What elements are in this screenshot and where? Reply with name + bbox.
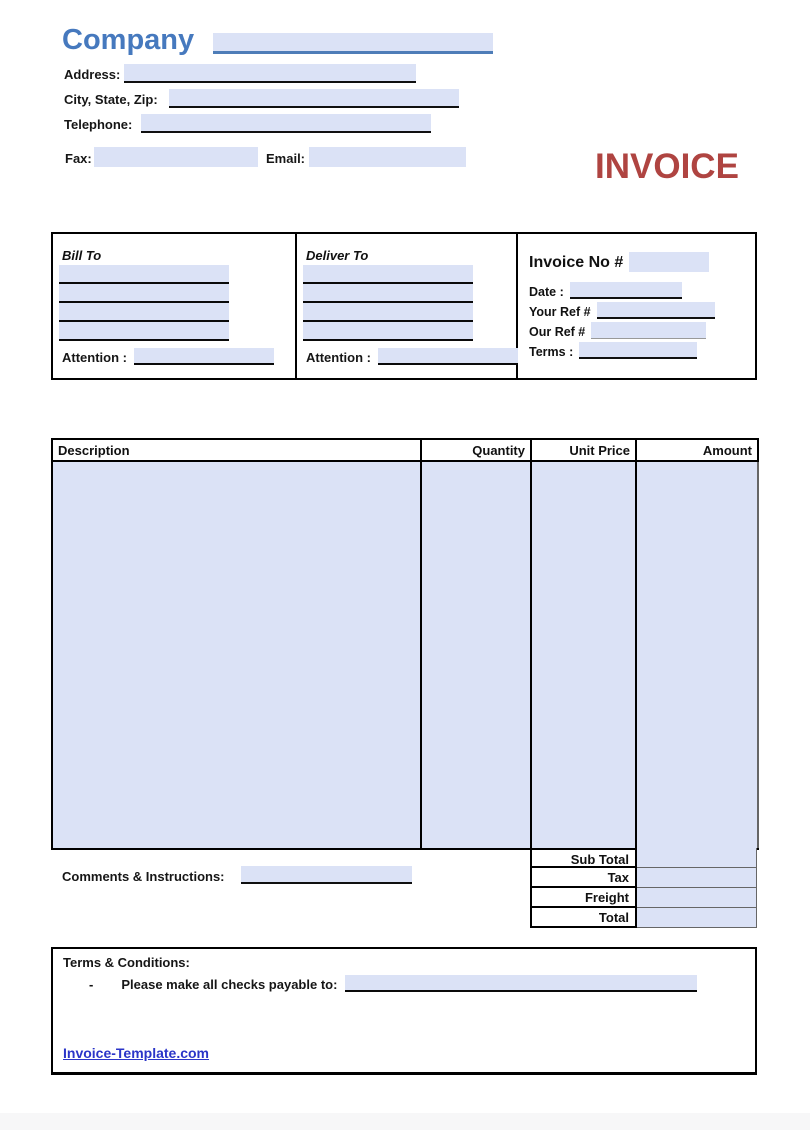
- unit-price-cell[interactable]: [531, 461, 636, 849]
- telephone-field[interactable]: [141, 114, 431, 133]
- bullet-dash: -: [89, 977, 94, 992]
- freight-label: Freight: [530, 888, 637, 908]
- deliver-to-address-block: [303, 265, 473, 341]
- company-title: Company: [62, 24, 195, 56]
- deliver-to-attention-field[interactable]: [378, 348, 518, 365]
- fax-field[interactable]: [94, 147, 258, 167]
- subtotal-label: Sub Total: [530, 848, 637, 868]
- fax-label: Fax:: [65, 151, 92, 166]
- deliver-to-attention-row: [306, 348, 518, 365]
- your-ref-label: Your Ref #: [529, 305, 591, 319]
- tax-row: [530, 868, 757, 888]
- freight-value-field[interactable]: [637, 888, 757, 908]
- comments-field[interactable]: [241, 866, 412, 884]
- bill-to-attention-field[interactable]: [134, 348, 274, 365]
- description-cell[interactable]: [52, 461, 421, 849]
- items-table-header-row: [52, 439, 758, 461]
- deliver-to-address-line[interactable]: [303, 322, 473, 341]
- date-label: Date :: [529, 285, 564, 299]
- column-header-description: Description: [52, 439, 421, 461]
- city-state-zip-field[interactable]: [169, 89, 459, 108]
- deliver-to-label: Deliver To: [306, 248, 369, 263]
- company-name-field[interactable]: [213, 33, 493, 54]
- subtotal-value-field[interactable]: [637, 848, 757, 868]
- totals-section: [530, 848, 757, 928]
- column-header-unit-price: Unit Price: [531, 439, 636, 461]
- page-bottom-band: [0, 1113, 810, 1130]
- items-table-body-row: [52, 461, 758, 849]
- bill-to-address-line[interactable]: [59, 265, 229, 284]
- bill-to-label: Bill To: [62, 248, 102, 263]
- bill-to-panel: [53, 234, 297, 378]
- quantity-cell[interactable]: [421, 461, 531, 849]
- date-field[interactable]: [570, 282, 682, 299]
- payable-to-field[interactable]: [345, 975, 697, 992]
- comments-label: Comments & Instructions:: [62, 869, 225, 884]
- email-label: Email:: [266, 151, 306, 166]
- city-state-zip-label: City, State, Zip:: [64, 92, 158, 107]
- bill-to-attention-label: Attention :: [62, 350, 127, 365]
- deliver-to-panel: [297, 234, 518, 378]
- total-value-field[interactable]: [637, 908, 757, 928]
- our-ref-label: Our Ref #: [529, 325, 586, 339]
- invoice-no-label: Invoice No #: [529, 254, 624, 271]
- invoice-template-link[interactable]: Invoice-Template.com: [63, 1045, 210, 1061]
- invoice-no-field[interactable]: [629, 252, 709, 272]
- bill-to-attention-row: [62, 348, 274, 365]
- terms-conditions-heading: Terms & Conditions:: [63, 955, 190, 970]
- address-label: Address:: [64, 67, 121, 82]
- bill-to-address-line[interactable]: [59, 303, 229, 322]
- terms-conditions-box: [51, 947, 757, 1075]
- tax-value-field[interactable]: [637, 868, 757, 888]
- column-header-amount: Amount: [636, 439, 758, 461]
- invoice-info-panel: [518, 234, 753, 378]
- bill-to-address-line[interactable]: [59, 322, 229, 341]
- column-header-quantity: Quantity: [421, 439, 531, 461]
- payable-label: Please make all checks payable to:: [121, 977, 338, 992]
- payable-row: [89, 975, 697, 992]
- subtotal-row: [530, 848, 757, 868]
- amount-cell[interactable]: [636, 461, 758, 849]
- address-field[interactable]: [124, 64, 416, 83]
- parties-section: [51, 232, 757, 380]
- tax-label: Tax: [530, 868, 637, 888]
- email-field[interactable]: [309, 147, 466, 167]
- your-ref-field[interactable]: [597, 302, 715, 319]
- invoice-heading: INVOICE: [595, 147, 739, 186]
- deliver-to-attention-label: Attention :: [306, 350, 371, 365]
- deliver-to-address-line[interactable]: [303, 303, 473, 322]
- total-row: [530, 908, 757, 928]
- deliver-to-address-line[interactable]: [303, 284, 473, 303]
- terms-field[interactable]: [579, 342, 697, 359]
- total-label: Total: [530, 908, 637, 928]
- bill-to-address-block: [59, 265, 229, 341]
- bill-to-address-line[interactable]: [59, 284, 229, 303]
- deliver-to-address-line[interactable]: [303, 265, 473, 284]
- freight-row: [530, 888, 757, 908]
- terms-label: Terms :: [529, 345, 574, 359]
- items-table: [51, 438, 759, 850]
- telephone-label: Telephone:: [64, 117, 133, 132]
- our-ref-field[interactable]: [591, 322, 706, 339]
